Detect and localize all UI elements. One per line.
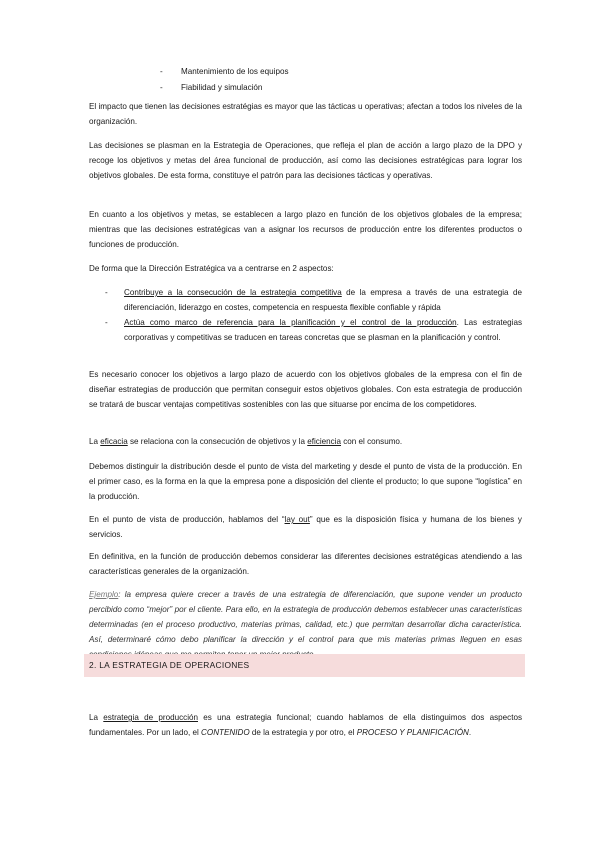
list-item: - Contribuye a la consecución de la estrategia competitiva de la empresa a través de una estrategia de diferenciación, liderazgo en costes, competencia en respuesta flexible confiable y rápida xyxy=(105,288,522,312)
list-item: - Fiabilidad y simulación xyxy=(160,83,263,92)
paragraph-distinguir: Debemos distinguir la distribución desde el punto de vista del marketing y desde el punto de vista de la producción. En el primer caso, es la forma en la que la empresa pone a disposición del cliente el producto; lo que supone “logística” en la producción. xyxy=(89,462,522,501)
contenido-term: CONTENIDO xyxy=(201,728,250,737)
list-item: - Mantenimiento de los equipos xyxy=(160,67,289,76)
list-item: - Actúa como marco de referencia para la planificación y el control de la producción. Las estrategias corporativas y competitivas se traducen en tareas concretas que se plasman en la planificación y control. xyxy=(105,318,522,342)
paragraph-forma: De forma que la Dirección Estratégica va a centrarse en 2 aspectos: xyxy=(89,264,334,273)
paragraph-final: La estrategia de producción es una estrategia funcional; cuando hablamos de ella distinguimos dos aspectos fundamentales. Por un lado, el CONTENIDO de la estrategia y por otro, el PROCESO Y PLANIFICACIÓN. xyxy=(89,713,522,737)
paragraph-necesario: Es necesario conocer los objetivos a largo plazo de acuerdo con los objetivos globales de la empresa con el fin de diseñar estrategias de producción que permitan conseguir estos objetivos globales. Con esta estrategia de producción se tratará de buscar ventajas competitivas sostenibles con las que situarse por encima de los competidores. xyxy=(89,370,522,409)
eficiencia-term: eficiencia xyxy=(307,437,341,446)
paragraph-layout: En el punto de vista de producción, hablamos del “lay out” que es la disposición física y humana de los bienes y servicios. xyxy=(89,515,522,539)
aspects-bullet-list xyxy=(105,285,522,345)
eficacia-term: eficacia xyxy=(100,437,128,446)
lay-out-term: lay out xyxy=(284,515,310,524)
maintenance-bullet-list xyxy=(160,64,289,96)
example-paragraph: Ejemplo: la empresa quiere crecer a través de una estrategia de diferenciación, que supone vender un producto percibido como “mejor” por el cliente. Para ello, en la estrategia de producción debemos establecer unas características determinadas (en el proceso productivo, materias primas, calidad, etc.) que permitan desarrollar dicha característica. Así, determinaré cómo debo planificar la dirección y el control para que mis materias primas lleguen en esas xyxy=(89,590,522,644)
estrategia-produccion-term: estrategia de producción xyxy=(103,713,198,722)
paragraph-impacto: El impacto que tienen las decisiones estratégias es mayor que las tácticas u operativas; afectan a todos los niveles de la organización. xyxy=(89,102,522,126)
section-heading: 2. LA ESTRATEGIA DE OPERACIONES xyxy=(84,654,525,677)
paragraph-plasman: Las decisiones se plasman en la Estrategia de Operaciones, que refleja el plan de acción a largo plazo de la DPO y recoge los objetivos y metas del área funcional de producción, así como las decisiones estratégicas para lograr los objetivos globales. De esta forma, constituye el patrón para las decisiones tácticas y operativas. xyxy=(89,141,522,180)
paragraph-definitiva: En definitiva, en la función de producción debemos considerar las diferentes decisiones estratégicas atendiendo a las características generales de la organización. xyxy=(89,552,522,576)
proceso-term: PROCESO Y PLANIFICACIÓN xyxy=(356,728,469,737)
paragraph-eficacia: La eficacia se relaciona con la consecución de objetivos y la eficiencia con el consumo. xyxy=(89,437,403,446)
paragraph-objetivos: En cuanto a los objetivos y metas, se establecen a largo plazo en función de los objetivos globales de la empresa; mientras que las decisiones estratégicas van a asignar los recursos de producción entre los diferentes productos o funciones de producción. xyxy=(89,210,522,249)
example-label: Ejemplo xyxy=(89,590,119,599)
